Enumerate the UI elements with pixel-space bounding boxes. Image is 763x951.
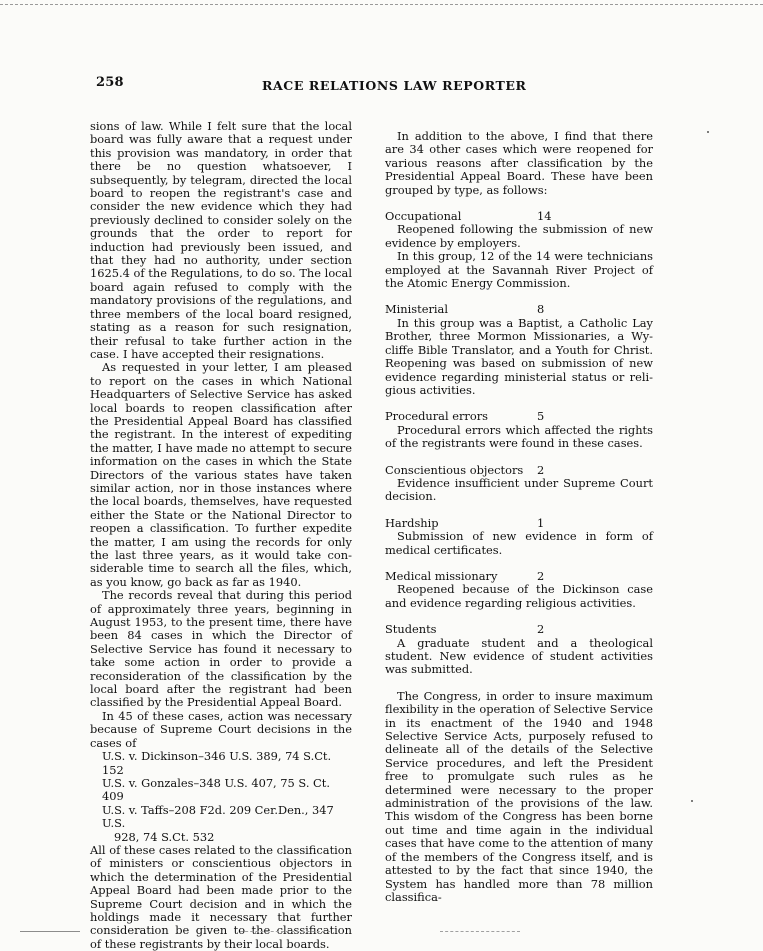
category-heading [385,517,653,530]
category-count: 2 [537,462,545,477]
category-heading [385,464,653,477]
category-heading [385,303,653,316]
category-description: A graduate student and a theological student. New evidence of student activities was submitted. [385,635,653,677]
paragraph: All of these cases related to the classification of ministers or conscientious objectors in which the determination of the Presidential Appeal Board had been made prior to the Supreme Court decision and in which the holdings made it necessary that further consideration be given to the classification of these registrants by their local boards. [90,842,352,951]
left-column [90,120,352,951]
category-block [385,623,653,677]
category-name: Students [385,622,437,637]
case-citation-continued: 928, 74 S.Ct. 532 [114,829,215,844]
category-name: Procedural errors [385,409,488,424]
category-count: 1 [537,515,545,530]
category-block [385,464,653,504]
category-block [385,210,653,290]
category-block [385,303,653,397]
category-heading [385,623,653,636]
category-heading [385,570,653,583]
category-count: 2 [537,622,545,637]
category-description: Procedural errors which affected the rights of the registrants were found in these cases. [385,422,653,451]
case-citation: U.S. v. Dickinson–346 U.S. 389, 74 S.Ct. 152 [102,749,332,777]
top-dashed-border [0,4,763,5]
paragraph: The Congress, in order to insure maximum flexibility in the operation of Selective Service in its enactment of the 1940 and 1948 Selective Service Acts, purposely refused to delineate all of the details of the Selective Service procedures, and left the President free to promulgate such rules as he determined were necessary to the proper administration of the provisions of the law. This wisdom of the Congress has been borne out time and time again in the individual cases that have come to the attention of many of the members of the Congress itself, and is attested to by the fact that since 1940, the System has handled more than 78 million classifica- [385,688,653,904]
paragraph: In 45 of these cases, action was necessary because of Supreme Court decisions in the cases of [90,708,352,750]
paragraph: sions of law. While I felt sure that the local board was fully aware that a request under this provision was mandatory, in order that there be no question whatsoever, I subsequently, by telegram, directed the local board to reopen the registrant's case and consider the new evidence which they had previously declined to consider solely on the grounds that the order to report for induction had previously been issued, and that they had no authority, under section 1625.4 of the Regulations, to do so. The local board again refused to comply with the mandatory provisions of the regulations, and three members of the local board resigned, stating as a reason for such resignation, their refusal to take further action in the case. I have accepted their resignations. [90,119,352,361]
spacer [385,677,653,690]
running-head: RACE RELATIONS LAW REPORTER [262,78,527,93]
category-note: In this group, 12 of the 14 were technicians employed at the Savannah River Project of the Atomic Energy Commission. [385,249,653,291]
category-count: 5 [537,409,545,424]
category-name: Medical missionary [385,568,498,583]
category-block [385,570,653,610]
paragraph: As requested in your letter, I am pleased to report on the cases in which National Headquarters of Selective Service has asked local boards to reopen classification after the Presidential Appeal Board has classified the registrant. In the interest of expediting the matter, I have made no attempt to secure information on the cases in which the State Directors of the various states have taken similar action, nor in those instances where the local boards, themselves, have requested either the State or the National Director to reopen a classification. To further expedite the matter, I am using the records for only the last three years, as it would take considerable time to search all the files, which, as you know, go back as far as 1940. [90,360,352,589]
category-name: Hardship [385,515,439,530]
category-name: Ministerial [385,302,448,317]
category-description: Reopened because of the Dickinson case and evidence regarding religious activities. [385,582,653,610]
category-count: 2 [537,568,545,583]
paragraph: The records reveal that during this period of approximately three years, beginning in August 1953, to the present time, there have been 84 cases in which the Director of Selective Service has found it necessary to take some action in order to provide a reconsideration of the classification by the local board after the registrant had been classified by the Presidential Appeal Board. [90,588,352,710]
category-description: Submission of new evidence in form of medical certificates. [385,529,653,557]
case-citation: U.S. v. Gonzales–348 U.S. 407, 75 S. Ct. 409 [102,775,330,804]
scan-speck [707,131,709,133]
category-description: Evidence insufficient under Supreme Court decision. [385,475,653,504]
scan-speck [691,800,693,802]
category-heading [385,410,653,423]
category-heading [385,210,653,223]
bottom-scan-rule [20,931,80,932]
page-number: 258 [96,75,124,90]
category-description: In this group was a Baptist, a Catholic Lay Brother, three Mormon Missionaries, a Wycliffe Bible Translator, and a Youth for Christ. Reopening was based on submission of new evidence regarding ministerial status or religious activities. [385,315,653,397]
category-block [385,410,653,450]
bottom-scan-rule [440,931,520,932]
bottom-scan-rule [240,931,330,932]
category-block [385,517,653,557]
category-name: Conscientious objectors [385,462,524,477]
paragraph: In addition to the above, I find that there are 34 other cases which were reopened for various reasons after classification by the Presidential Appeal Board. These have been grouped by type, as follows: [385,129,653,197]
right-column [385,130,653,904]
category-name: Occupational [385,209,462,224]
category-count: 14 [537,209,552,224]
case-citation: U.S. v. Taffs–208 F2d. 209 Cer.Den., 347 U.S. [102,802,334,831]
category-count: 8 [537,302,545,317]
category-description: Reopened following the submission of new evidence by employers. [385,222,653,250]
